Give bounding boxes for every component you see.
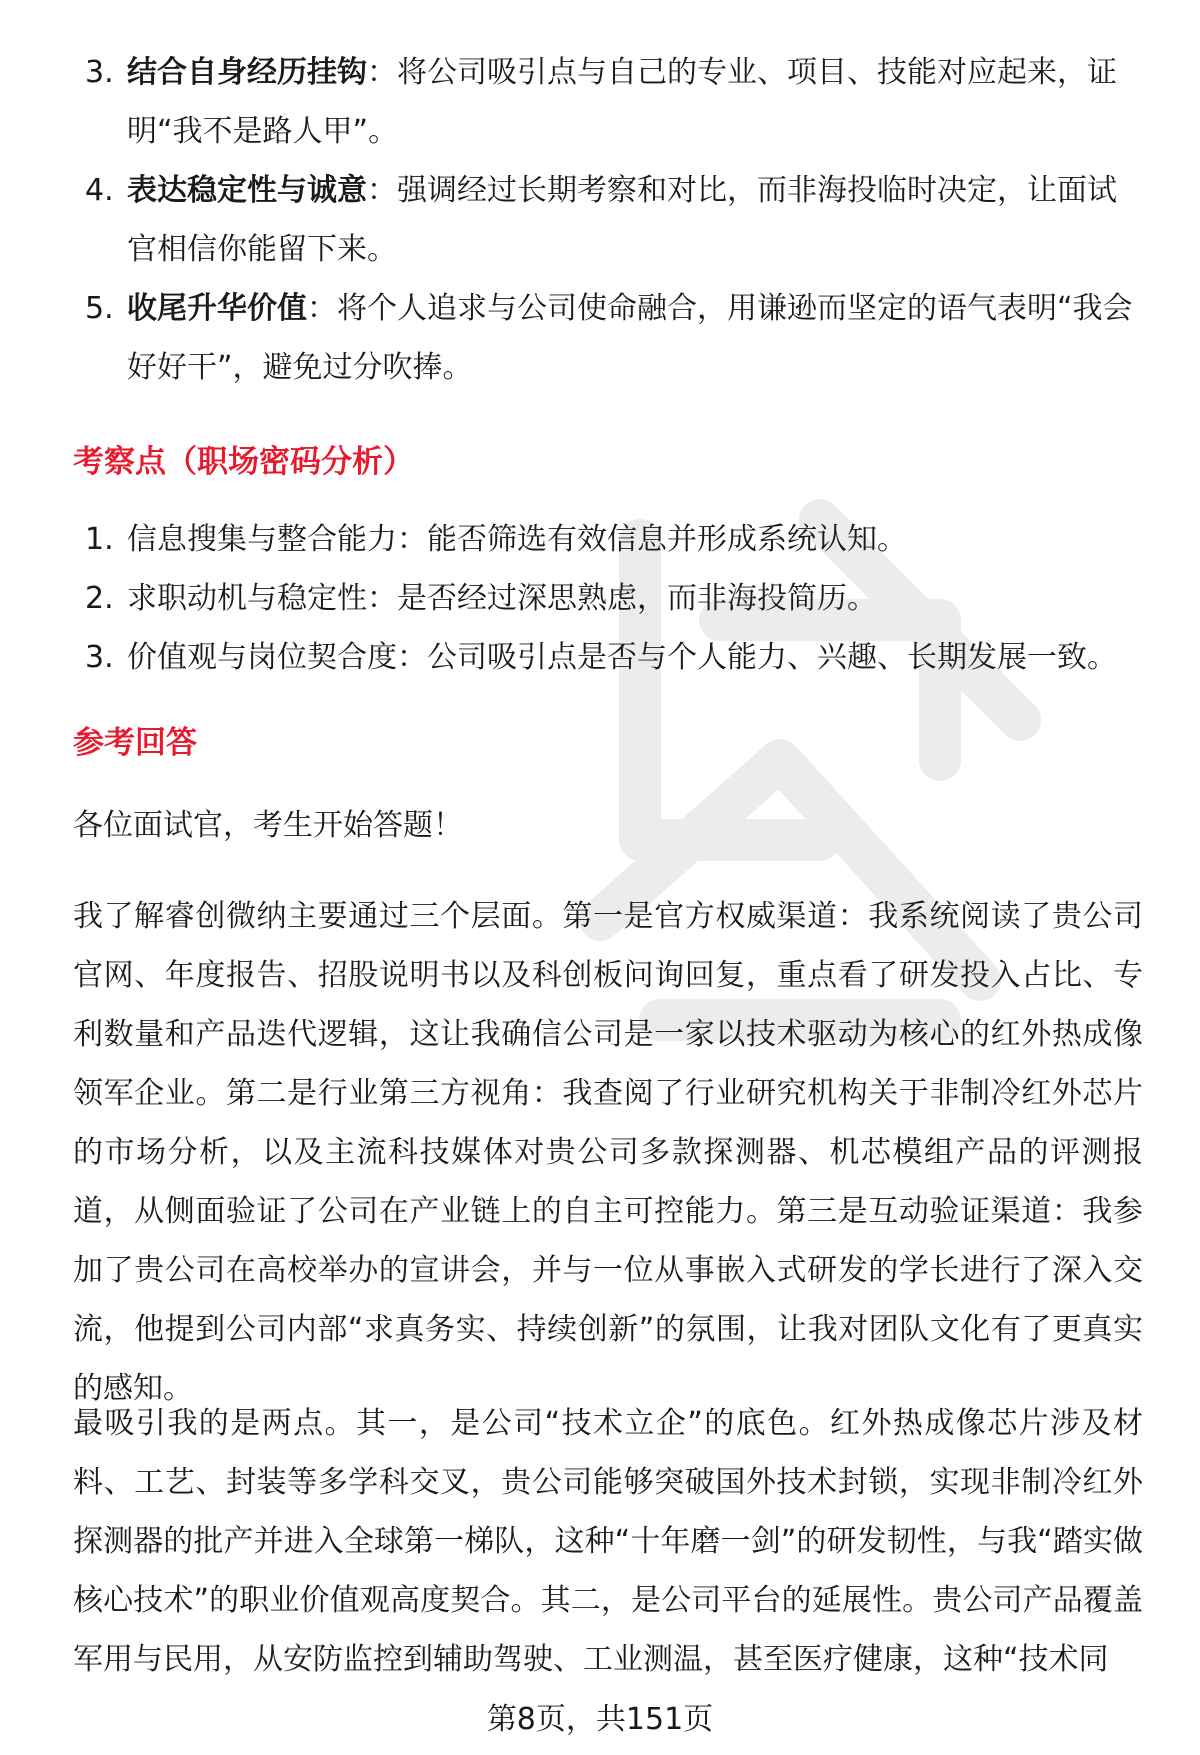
list-number: 5. — [85, 291, 114, 326]
page-number: 第8页，共151页 — [486, 1702, 714, 1737]
step-lead: 表达稳定性与诚意 — [127, 173, 367, 208]
list-item — [0, 161, 1200, 279]
list-item — [0, 279, 1200, 397]
analysis-heading: 考察点（职场密码分析） — [73, 444, 414, 480]
list-number: 4. — [85, 173, 114, 208]
list-number: 1. — [85, 522, 114, 557]
list-number: 2. — [85, 581, 114, 616]
step-lead: 收尾升华价值 — [127, 291, 307, 326]
step-text: 将公司吸引点与自己的专业、项目、技能对应起来，证明“我不是路人甲”。 — [127, 55, 1117, 149]
list-item — [0, 628, 1200, 687]
step-lead: 结合自身经历挂钩 — [127, 55, 367, 90]
list-item — [0, 569, 1200, 628]
step-separator: ： — [367, 55, 397, 90]
answer-heading: 参考回答 — [73, 725, 197, 761]
answer-greeting: 各位面试官，考生开始答题！ — [73, 808, 463, 843]
steps-list — [0, 43, 1200, 397]
analysis-text: 信息搜集与整合能力：能否筛选有效信息并形成系统认知。 — [127, 522, 907, 557]
answer-paragraph: 最吸引我的是两点。其一，是公司“技术立企”的底色。红外热成像芯片涉及材料、工艺、封装等多学科交叉，贵公司能够突破国外技术封锁，实现非制冷红外探测器的批产并进入全球第一梯队，这种“十年磨一剑”的研发韧性，与我“踏实做核心技术”的职业价值观高度契合。其二，是公司平台的延展性。贵公司产品覆盖军用与民用，从安防监控到辅助驾驶、工业测温，甚至医疗健康，这种“技术同 — [73, 1406, 1143, 1677]
answer-paragraph: 我了解睿创微纳主要通过三个层面。第一是官方权威渠道：我系统阅读了贵公司官网、年度报告、招股说明书以及科创板问询回复，重点看了研发投入占比、专利数量和产品迭代逻辑，这让我确信公司是一家以技术驱动为核心的红外热成像领军企业。第二是行业第三方视角：我查阅了行业研究机构关于非制冷红外芯片的市场分析，以及主流科技媒体对贵公司多款探测器、机芯模组产品的评测报道，从侧面验证了公司在产业链上的自主可控能力。第三是互动验证渠道：我参加了贵公司在高校举办的宣讲会，并与一位从事嵌入式研发的学长进行了深入交流，他提到公司内部“求真务实、持续创新”的氛围，让我对团队文化有了更真实的感知。 — [73, 899, 1143, 1406]
analysis-text: 求职动机与稳定性：是否经过深思熟虑，而非海投简历。 — [127, 581, 877, 616]
list-item — [0, 510, 1200, 569]
step-separator: ： — [307, 291, 337, 326]
step-separator: ： — [367, 173, 397, 208]
list-number: 3. — [85, 55, 114, 90]
step-text: 强调经过长期考察和对比，而非海投临时决定，让面试官相信你能留下来。 — [127, 173, 1117, 267]
analysis-text: 价值观与岗位契合度：公司吸引点是否与个人能力、兴趣、长期发展一致。 — [127, 640, 1117, 675]
analysis-list — [0, 510, 1200, 687]
step-text: 将个人追求与公司使命融合，用谦逊而坚定的语气表明“我会好好干”，避免过分吹捧。 — [127, 291, 1133, 385]
list-number: 3. — [85, 640, 114, 675]
list-item — [0, 43, 1200, 161]
